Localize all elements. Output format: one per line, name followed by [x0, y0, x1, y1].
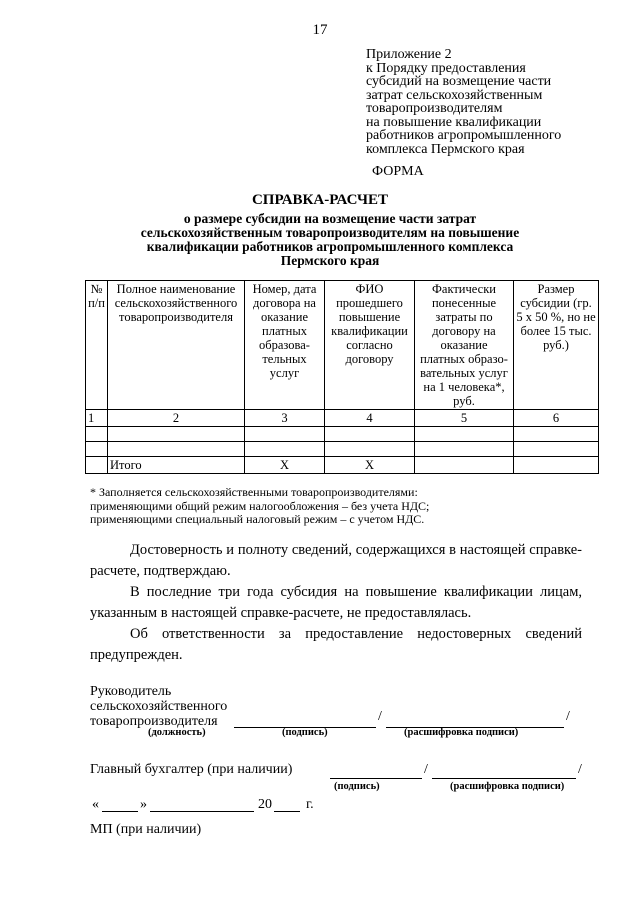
signature-caption: (подпись): [334, 781, 380, 792]
date-open-quote: «: [92, 797, 99, 812]
date-close-quote: »: [140, 797, 147, 812]
date-year-line[interactable]: [274, 811, 300, 812]
head-title: [90, 684, 227, 729]
subtitle-line: о размере субсидии на возмещение части затрат: [183, 211, 477, 226]
table-cell[interactable]: [245, 427, 325, 442]
head-title-line: Руководитель: [90, 684, 172, 699]
column-number: 3: [245, 410, 325, 427]
document-subtitle: [110, 212, 550, 268]
responsibility-paragraph: Об ответственности за предоставление недостоверных сведений предупрежден.: [90, 626, 582, 663]
table-cell[interactable]: [86, 427, 108, 442]
appendix-line: к Порядку предоставления: [366, 60, 526, 76]
footnote: [90, 486, 560, 527]
year-suffix: г.: [306, 797, 314, 812]
appendix-line: Приложение 2: [366, 47, 452, 62]
column-number: 5: [415, 410, 514, 427]
date-month-line[interactable]: [150, 811, 254, 812]
no-prior-subsidy-paragraph: В последние три года субсидия на повышение квалификации лицам, указанным в настоящей справке-расчете, не предоставлялась.: [90, 584, 582, 621]
table-cell[interactable]: [325, 427, 415, 442]
table-cell[interactable]: [245, 442, 325, 457]
table-cell[interactable]: [108, 442, 245, 457]
position-caption: (должность): [148, 727, 206, 738]
column-number: 4: [325, 410, 415, 427]
table-total-row: [86, 457, 599, 474]
calculation-table: [85, 280, 599, 474]
table-cell[interactable]: [86, 442, 108, 457]
total-cell[interactable]: [415, 457, 514, 474]
page-number: 17: [312, 22, 328, 38]
chief-accountant-label: Главный бухгалтер (при наличии): [90, 762, 293, 777]
slash: /: [578, 762, 582, 777]
table-cell[interactable]: [514, 442, 599, 457]
decoding-caption: (расшифровка подписи): [450, 781, 565, 792]
table-cell[interactable]: [108, 427, 245, 442]
header-subsidy-amount: Размер субсидии (гр. 5 х 50 %, но не более 15 тыс. руб.): [514, 281, 599, 410]
date-day-line[interactable]: [102, 811, 138, 812]
appendix-line: затрат сельскохозяйственным: [366, 87, 543, 103]
accountant-signature-line[interactable]: [330, 778, 422, 779]
table-cell[interactable]: [415, 442, 514, 457]
year-prefix: 20: [258, 797, 272, 812]
appendix-line: товаропроизводителям: [366, 101, 503, 116]
footnote-line: применяющими специальный налоговый режим – с учетом НДС.: [90, 512, 425, 526]
confirmation-paragraph: Достоверность и полноту сведений, содержащихся в настоящей справке-расчете, подтверждаю.: [90, 542, 582, 579]
header-contract: Номер, дата договора на оказание платных образова-тельных услуг: [245, 281, 325, 410]
appendix-reference: [366, 48, 626, 156]
table-row: [86, 427, 599, 442]
footnote-line: применяющими общий режим налогообложения – без учета НДС;: [90, 498, 430, 513]
header-actual-costs: Фактически понесенные затраты по договору на оказание платных образо-вательных услуг на 1 человека*, руб.: [415, 281, 514, 410]
slash: /: [424, 762, 428, 777]
column-number: 6: [514, 410, 599, 427]
header-number: № п/п: [86, 281, 108, 410]
form-label: ФОРМА: [372, 164, 424, 179]
table-header-row: [86, 281, 599, 410]
subtitle-line: квалификации работников агропромышленного комплекса: [146, 239, 514, 254]
subtitle-line: сельскохозяйственным товаропроизводителям на повышение: [140, 225, 520, 240]
total-cell[interactable]: [514, 457, 599, 474]
header-producer-name: Полное наименование сельскохозяйственного товаропроизводителя: [108, 281, 245, 410]
slash: /: [378, 709, 382, 724]
head-title-line: товаропроизводителя: [90, 714, 218, 729]
table-cell[interactable]: [514, 427, 599, 442]
column-number: 1: [86, 410, 108, 427]
subtitle-line: Пермского края: [280, 253, 380, 268]
head-title-line: сельскохозяйственного: [90, 699, 228, 714]
document-title: СПРАВКА-РАСЧЕТ: [251, 192, 389, 208]
appendix-line: на повышение квалификации: [366, 114, 542, 130]
footnote-line: * Заполняется сельскохозяйственными товаропроизводителями:: [90, 485, 418, 499]
appendix-line: субсидий на возмещение части: [366, 74, 552, 89]
table-row: [86, 442, 599, 457]
stamp-label: МП (при наличии): [90, 822, 202, 837]
decoding-caption: (расшифровка подписи): [404, 727, 519, 738]
column-number: 2: [108, 410, 245, 427]
total-cell: [86, 457, 108, 474]
total-cell: Х: [325, 457, 415, 474]
appendix-line: работников агропромышленного: [366, 128, 562, 143]
accountant-decoding-line[interactable]: [432, 778, 576, 779]
total-cell: Х: [245, 457, 325, 474]
slash: /: [566, 709, 570, 724]
table-cell[interactable]: [325, 442, 415, 457]
table-column-numbers-row: [86, 410, 599, 427]
total-label: Итого: [108, 457, 245, 474]
appendix-line: комплекса Пермского края: [366, 141, 525, 157]
header-fio: ФИО прошедшего повышение квалификации согласно договору: [325, 281, 415, 410]
table-cell[interactable]: [415, 427, 514, 442]
signature-caption: (подпись): [282, 727, 328, 738]
